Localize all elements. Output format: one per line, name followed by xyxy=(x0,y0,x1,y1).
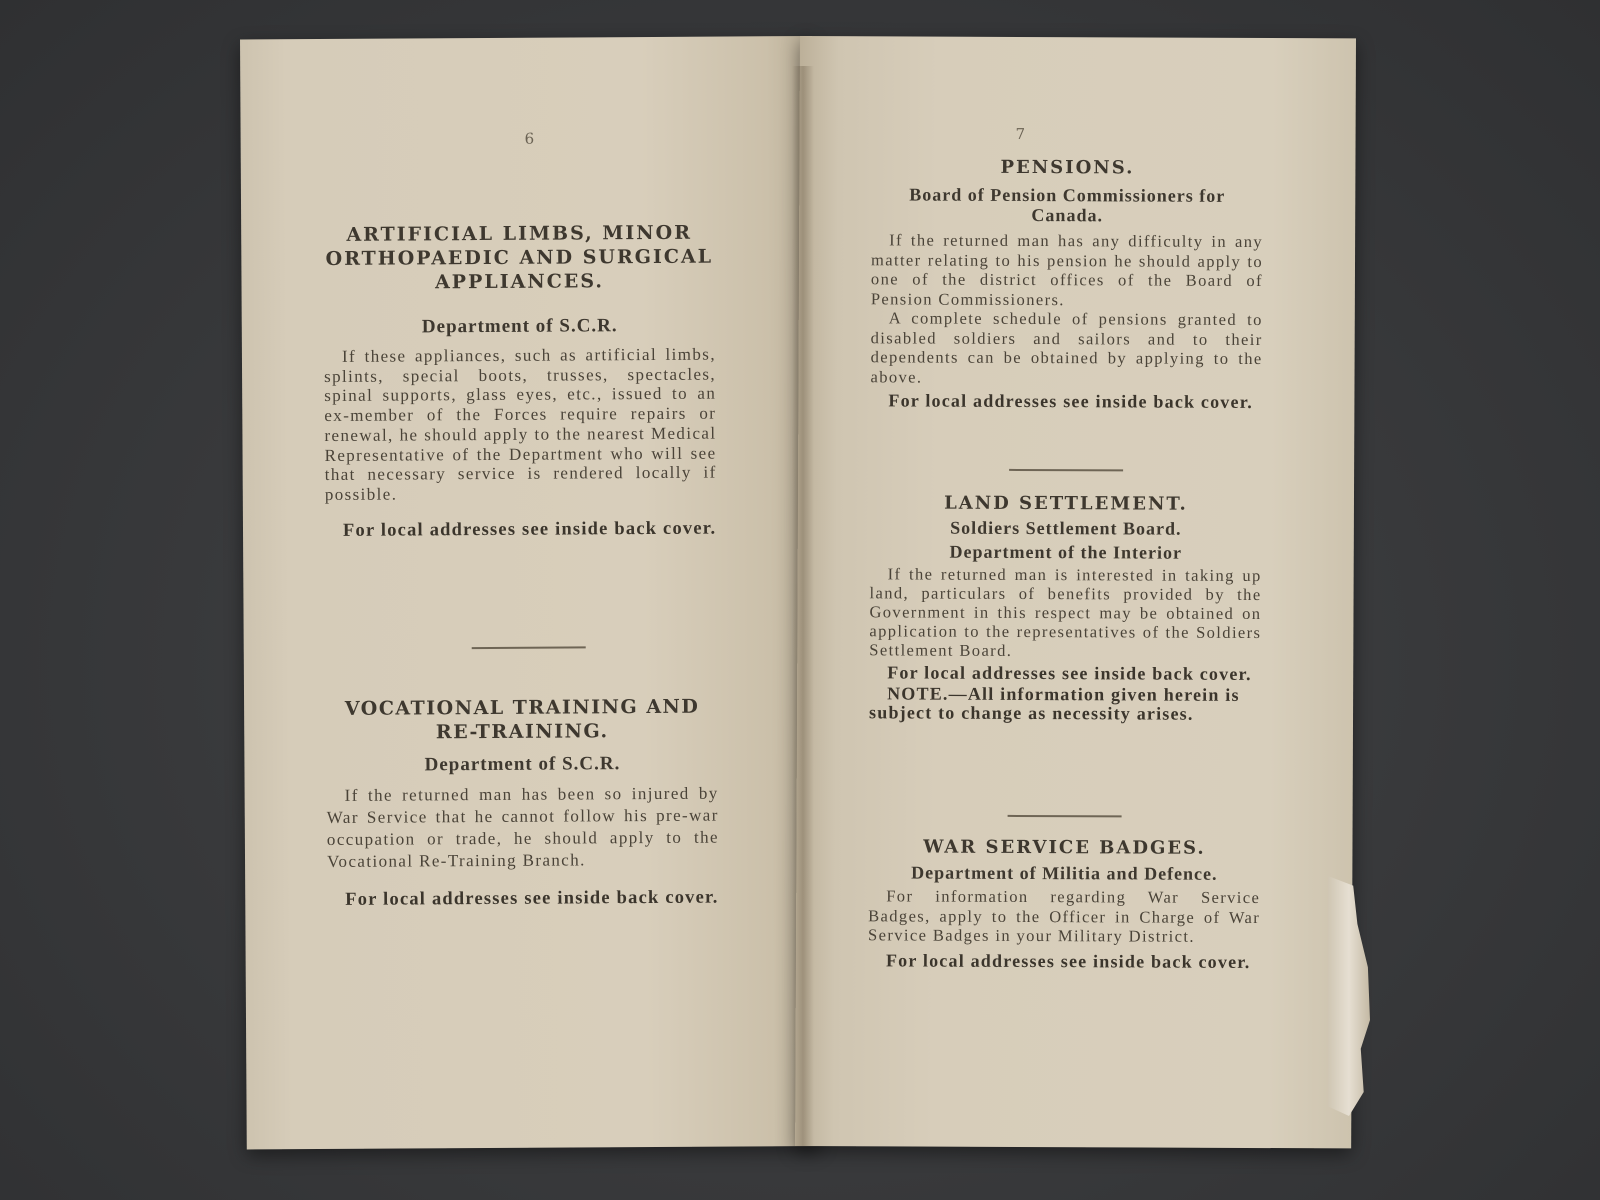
board-label: Board of Pension Commissioners for Canada. xyxy=(909,184,1226,226)
section-pensions xyxy=(870,156,1263,412)
section-artificial-limbs xyxy=(323,221,717,541)
address-reference: For local addresses see inside back cover. xyxy=(342,518,717,541)
section-heading: LAND SETTLEMENT. xyxy=(944,492,1188,515)
page-number-right: 7 xyxy=(1015,124,1026,143)
section-divider xyxy=(472,646,586,648)
section-heading: PENSIONS. xyxy=(1000,156,1135,179)
section-heading: VOCATIONAL TRAINING AND RE-TRAINING. xyxy=(344,695,700,744)
section-heading: WAR SERVICE BADGES. xyxy=(923,836,1206,859)
department-label: Department of S.C.R. xyxy=(421,315,618,338)
board-label: Soldiers Settlement Board. xyxy=(950,517,1182,539)
section-body-2: A complete schedule of pensions granted to disabled soldiers and sailors and to their dependents can be obtained by applying to the above. xyxy=(870,308,1263,387)
section-heading: ARTIFICIAL LIMBS, MINOR ORTHOPAEDIC AND SURGICAL APPLIANCES. xyxy=(325,221,714,294)
address-reference: For local addresses see inside back cover. xyxy=(885,949,1251,972)
section-body: For information regarding War Service Badges, apply to the Officer in Charge of War Service Badges in your Military District. xyxy=(868,886,1261,946)
left-page xyxy=(240,36,819,1149)
section-war-service-badges xyxy=(868,836,1261,972)
address-reference: For local addresses see inside back cover. xyxy=(887,662,1252,684)
section-body: If the returned man has been so injured by War Service that he cannot follow his pre-war occupation or trade, he should apply to the Vocational Re-Training Branch. xyxy=(326,783,719,871)
right-page xyxy=(795,36,1356,1148)
change-note: NOTE.—All information given herein is subject to change as necessity arises. xyxy=(869,683,1240,724)
department-label: Department of Militia and Defence. xyxy=(911,862,1218,884)
open-booklet xyxy=(240,36,1370,1146)
address-reference: For local addresses see inside back cover. xyxy=(888,390,1254,412)
section-body-1: If the returned man has any difficulty in any matter relating to his pension he should apply to one of the district offices of the Board of Pension Commissioners. xyxy=(870,230,1264,309)
department-label: Department of the Interior xyxy=(949,541,1183,563)
torn-page-edge xyxy=(1328,876,1370,1116)
section-divider xyxy=(1008,815,1122,817)
section-vocational-training xyxy=(326,695,719,911)
address-reference: For local addresses see inside back cover. xyxy=(345,887,719,910)
section-body: If the returned man is interested in taking up land, particulars of benefits provided by the Government in this respect may be obtained on application to the representatives of the Soldiers Settlement Board. xyxy=(869,564,1262,660)
page-number-left: 6 xyxy=(524,129,535,148)
department-label: Department of S.C.R. xyxy=(424,753,621,776)
section-body: If these appliances, such as artificial limbs, splints, special boots, trusses, spectacles, spinal supports, glass eyes, etc., issued to an ex-member of the Forces require repairs or renewal, he should apply to the nearest Medical Representative of the Department who will see that necessary service is rendered locally if possible. xyxy=(324,344,717,504)
section-divider xyxy=(1009,469,1123,471)
section-land-settlement xyxy=(869,492,1262,724)
